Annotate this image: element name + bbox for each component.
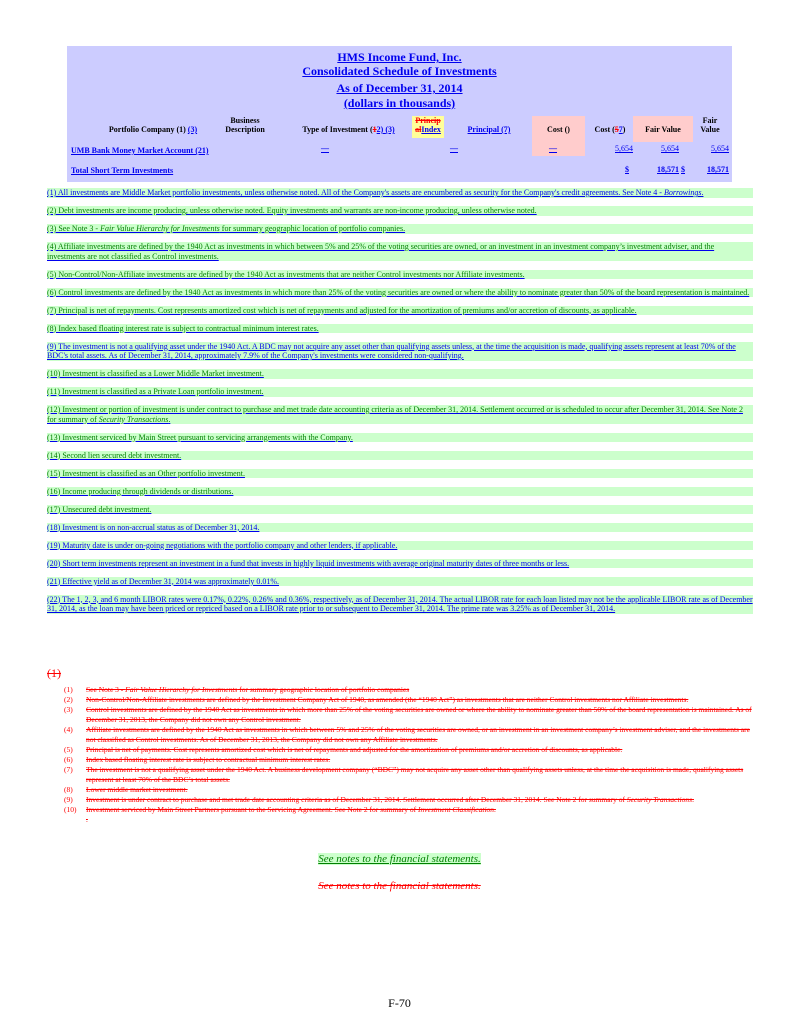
footnote-15: (15) Investment is classified as an Other portfolio investment. xyxy=(47,469,753,479)
principal-dash: — xyxy=(549,144,557,153)
footnote-9: (9) The investment is not a qualifying asset under the 1940 Act. A BDC may not acquire any asset other than qualifying assets unless, at the time the acquisition is made, qualifying assets represent at least 70% of the BDC's total assets. As of December 31, 2014, approximately 7.9% of the Company's investments were considered non-qualifying. xyxy=(47,342,753,361)
footnote-1: (1) All investments are Middle Market portfolio investments, unless otherwise noted. All of the Company's assets are encumbered as security for the Company's credit agreements. See Note 4 - Borrowings. xyxy=(47,188,753,198)
col-fair-value-2: Fair Value xyxy=(700,116,720,134)
as-of-date: As of December 31, 2014 xyxy=(336,81,463,95)
schedule-title: Consolidated Schedule of Investments xyxy=(302,64,497,78)
deleted-note-8: (8) Lower middle market investment. xyxy=(64,785,188,794)
index-dash: — xyxy=(450,144,458,153)
footnote-21: (21) Effective yield as of December 31, 2014 was approximately 0.01%. xyxy=(47,577,753,587)
deleted-footnotes xyxy=(47,666,753,825)
footnote-2: (2) Debt investments are income producing, unless otherwise noted. Equity investments and warrants are non-income producing, unless otherwise noted. xyxy=(47,206,753,216)
footnote-22: (22) The 1, 2, 3, and 6 month LIBOR rates were 0.17%, 0.22%, 0.26% and 0.36%, respectively, as of December 31, 2014. The actual LIBOR rate for each loan listed may not be the applicable LIBOR rate as of December 31, 2014, as the loan may have been priced or repriced based on a LIBOR rate prior to or subsequent to December 31, 2014. The prime rate was 3.25% as of December 31, 2014. xyxy=(47,594,753,613)
units-label: (dollars in thousands) xyxy=(343,96,456,110)
footnote-4: (4) Affiliate investments are defined by the 1940 Act as investments in which between 5% and 25% of the voting securities are owned, or an investment in an investment company’s investment adviser, and the investments are not classified as Control investments. xyxy=(47,242,753,261)
col-fair-value: Fair Value xyxy=(645,125,681,134)
table-row-total-short-term[interactable]: Total Short Term Investments xyxy=(71,166,174,175)
deleted-note-6: (6) Index based floating interest rate is subject to contractual minimum interest rates. xyxy=(64,755,331,764)
deleted-note-3: (3) Control investments are defined by the 1940 Act as investments in which more than 25% of the voting securities are owned or where the ability to nominate greater than 50% of the board representation is maintained. As of December 31, 2013, the Company did not own any Control investment. xyxy=(64,705,752,724)
type-dash: — xyxy=(321,144,329,153)
footnote-5: (5) Non-Control/Non-Affiliate investments are defined by the 1940 Act as investments that are neither Control investments nor Affiliate investments. xyxy=(47,270,753,280)
footnote-3: (3) See Note 3 - Fair Value Hierarchy for Investments for summary geographic location of portfolio companies. xyxy=(47,224,753,234)
footnote-17: (17) Unsecured debt investment. xyxy=(47,505,753,515)
col-type-of-investment: Type of Investment (12) (3) xyxy=(302,125,395,134)
footnote-19: (19) Maturity date is under on-going negotiations with the portfolio company and other lenders, if applicable. xyxy=(47,541,753,551)
footnote-6: (6) Control investments are defined by the 1940 Act as investments in which more than 25% of the voting securities are owned or where the ability to nominate greater than 50% of the board representation is maintained. xyxy=(47,288,753,298)
deleted-note-5: (5) Principal is net of payments. Cost represents amortized cost which is net of repayments and adjusted for the amortization of premiums and/or accretion of discounts, as applicable. xyxy=(64,745,623,754)
deleted-note-2: (2) Non-Control/Non-Affiliate investments are defined by the Investment Company Act of 1940, as amended (the “1940 Act”) as investments that are neither Control investments nor Affiliate investments. xyxy=(64,695,689,704)
footnote-14: (14) Second lien secured debt investment. xyxy=(47,451,753,461)
total-fair-value: 18,571 xyxy=(707,165,729,174)
col-cost-empty: Cost () xyxy=(547,125,570,134)
col-cost: Cost (57) xyxy=(594,125,626,134)
total-fv-currency: $ xyxy=(681,165,685,174)
deleted-note-9: (9) Investment is under contract to purchase and met trade date accounting criteria as of December 31, 2014. Settlement occurred after December 31, 2014. See Note 2 for summary of Security Transactions. xyxy=(64,795,694,804)
footnotes xyxy=(47,188,753,622)
footnote-20: (20) Short term investments represent an investment in a fund that invests in highly liquid investments with average original maturity dates of three months or less. xyxy=(47,559,753,569)
footnote-12: (12) Investment or portion of investment is under contract to purchase and met trade date accounting criteria as of December 31, 2014. Settlement occurred or is scheduled to occur after December 31, 2014. See Note 2 for summary of Security Transactions. xyxy=(47,405,753,424)
footnote-7: (7) Principal is net of repayments. Cost represents amortized cost which is net of repayments and adjusted for the amortization of premiums and/or accretion of discounts, as applicable. xyxy=(47,306,753,316)
deleted-note-4: (4) Affiliate investments are defined by the 1940 Act as investments in which between 5% and 25% of the voting securities are owned, or an investment in an investment company’s investment adviser, and the investments are not classified as Control investments. As of December 31, 2013, the Company did not own any Affiliate investments. xyxy=(64,725,750,744)
see-notes-old: See notes to the financial statements. xyxy=(318,880,481,892)
deleted-heading: (1) xyxy=(47,666,61,680)
footnote-10: (10) Investment is classified as a Lower Middle Market investment. xyxy=(47,369,753,379)
col-portfolio-company: Portfolio Company (1) (3) xyxy=(108,125,198,134)
schedule-header xyxy=(67,46,732,182)
total-cost-currency: $ xyxy=(625,165,629,174)
col-business-description: Business Description xyxy=(225,116,265,134)
fund-name: HMS Income Fund, Inc. xyxy=(337,50,462,64)
page-number: F-70 xyxy=(388,996,411,1010)
footnote-13: (13) Investment serviced by Main Street pursuant to servicing arrangements with the Company. xyxy=(47,433,753,443)
deleted-tail: . xyxy=(86,815,88,824)
table-row-umb-bank[interactable]: UMB Bank Money Market Account (21) xyxy=(71,146,209,155)
row1-cost: 5,654 xyxy=(615,144,633,153)
col-principal: Principal (7) xyxy=(467,125,511,134)
row1-fair-value-2: 5,654 xyxy=(711,144,729,153)
footnote-18: (18) Investment is on non-accrual status as of December 31, 2014. xyxy=(47,523,753,533)
see-notes-new: See notes to the financial statements. xyxy=(318,853,481,865)
deleted-note-1: (1) See Note 3 - Fair Value Hierarchy for Investments for summary geographic location of portfolio companies xyxy=(64,685,410,694)
footnote-8: (8) Index based floating interest rate is subject to contractual minimum interest rates. xyxy=(47,324,753,334)
deleted-note-10: (10) Investment serviced by Main Street Partners pursuant to the Servicing Agreement. See Note 2 for summary of Investment Classification. xyxy=(64,805,496,814)
row1-principal-highlight xyxy=(532,142,585,156)
total-cost: 18,571 xyxy=(657,165,679,174)
footnote-16: (16) Income producing through dividends or distributions. xyxy=(47,487,753,497)
footnote-11: (11) Investment is classified as a Private Loan portfolio investment. xyxy=(47,387,753,397)
row1-fair-value: 5,654 xyxy=(661,144,679,153)
deleted-note-7: (7) The investment is not a qualifying asset under the 1940 Act. A business development company (“BDC”) may not acquire any asset other than qualifying assets unless, at the time the acquisition is made, qualifying assets represent at least 70% of the BDC’s total assets. xyxy=(64,765,744,784)
col-index: Princip alIndex xyxy=(415,116,441,134)
